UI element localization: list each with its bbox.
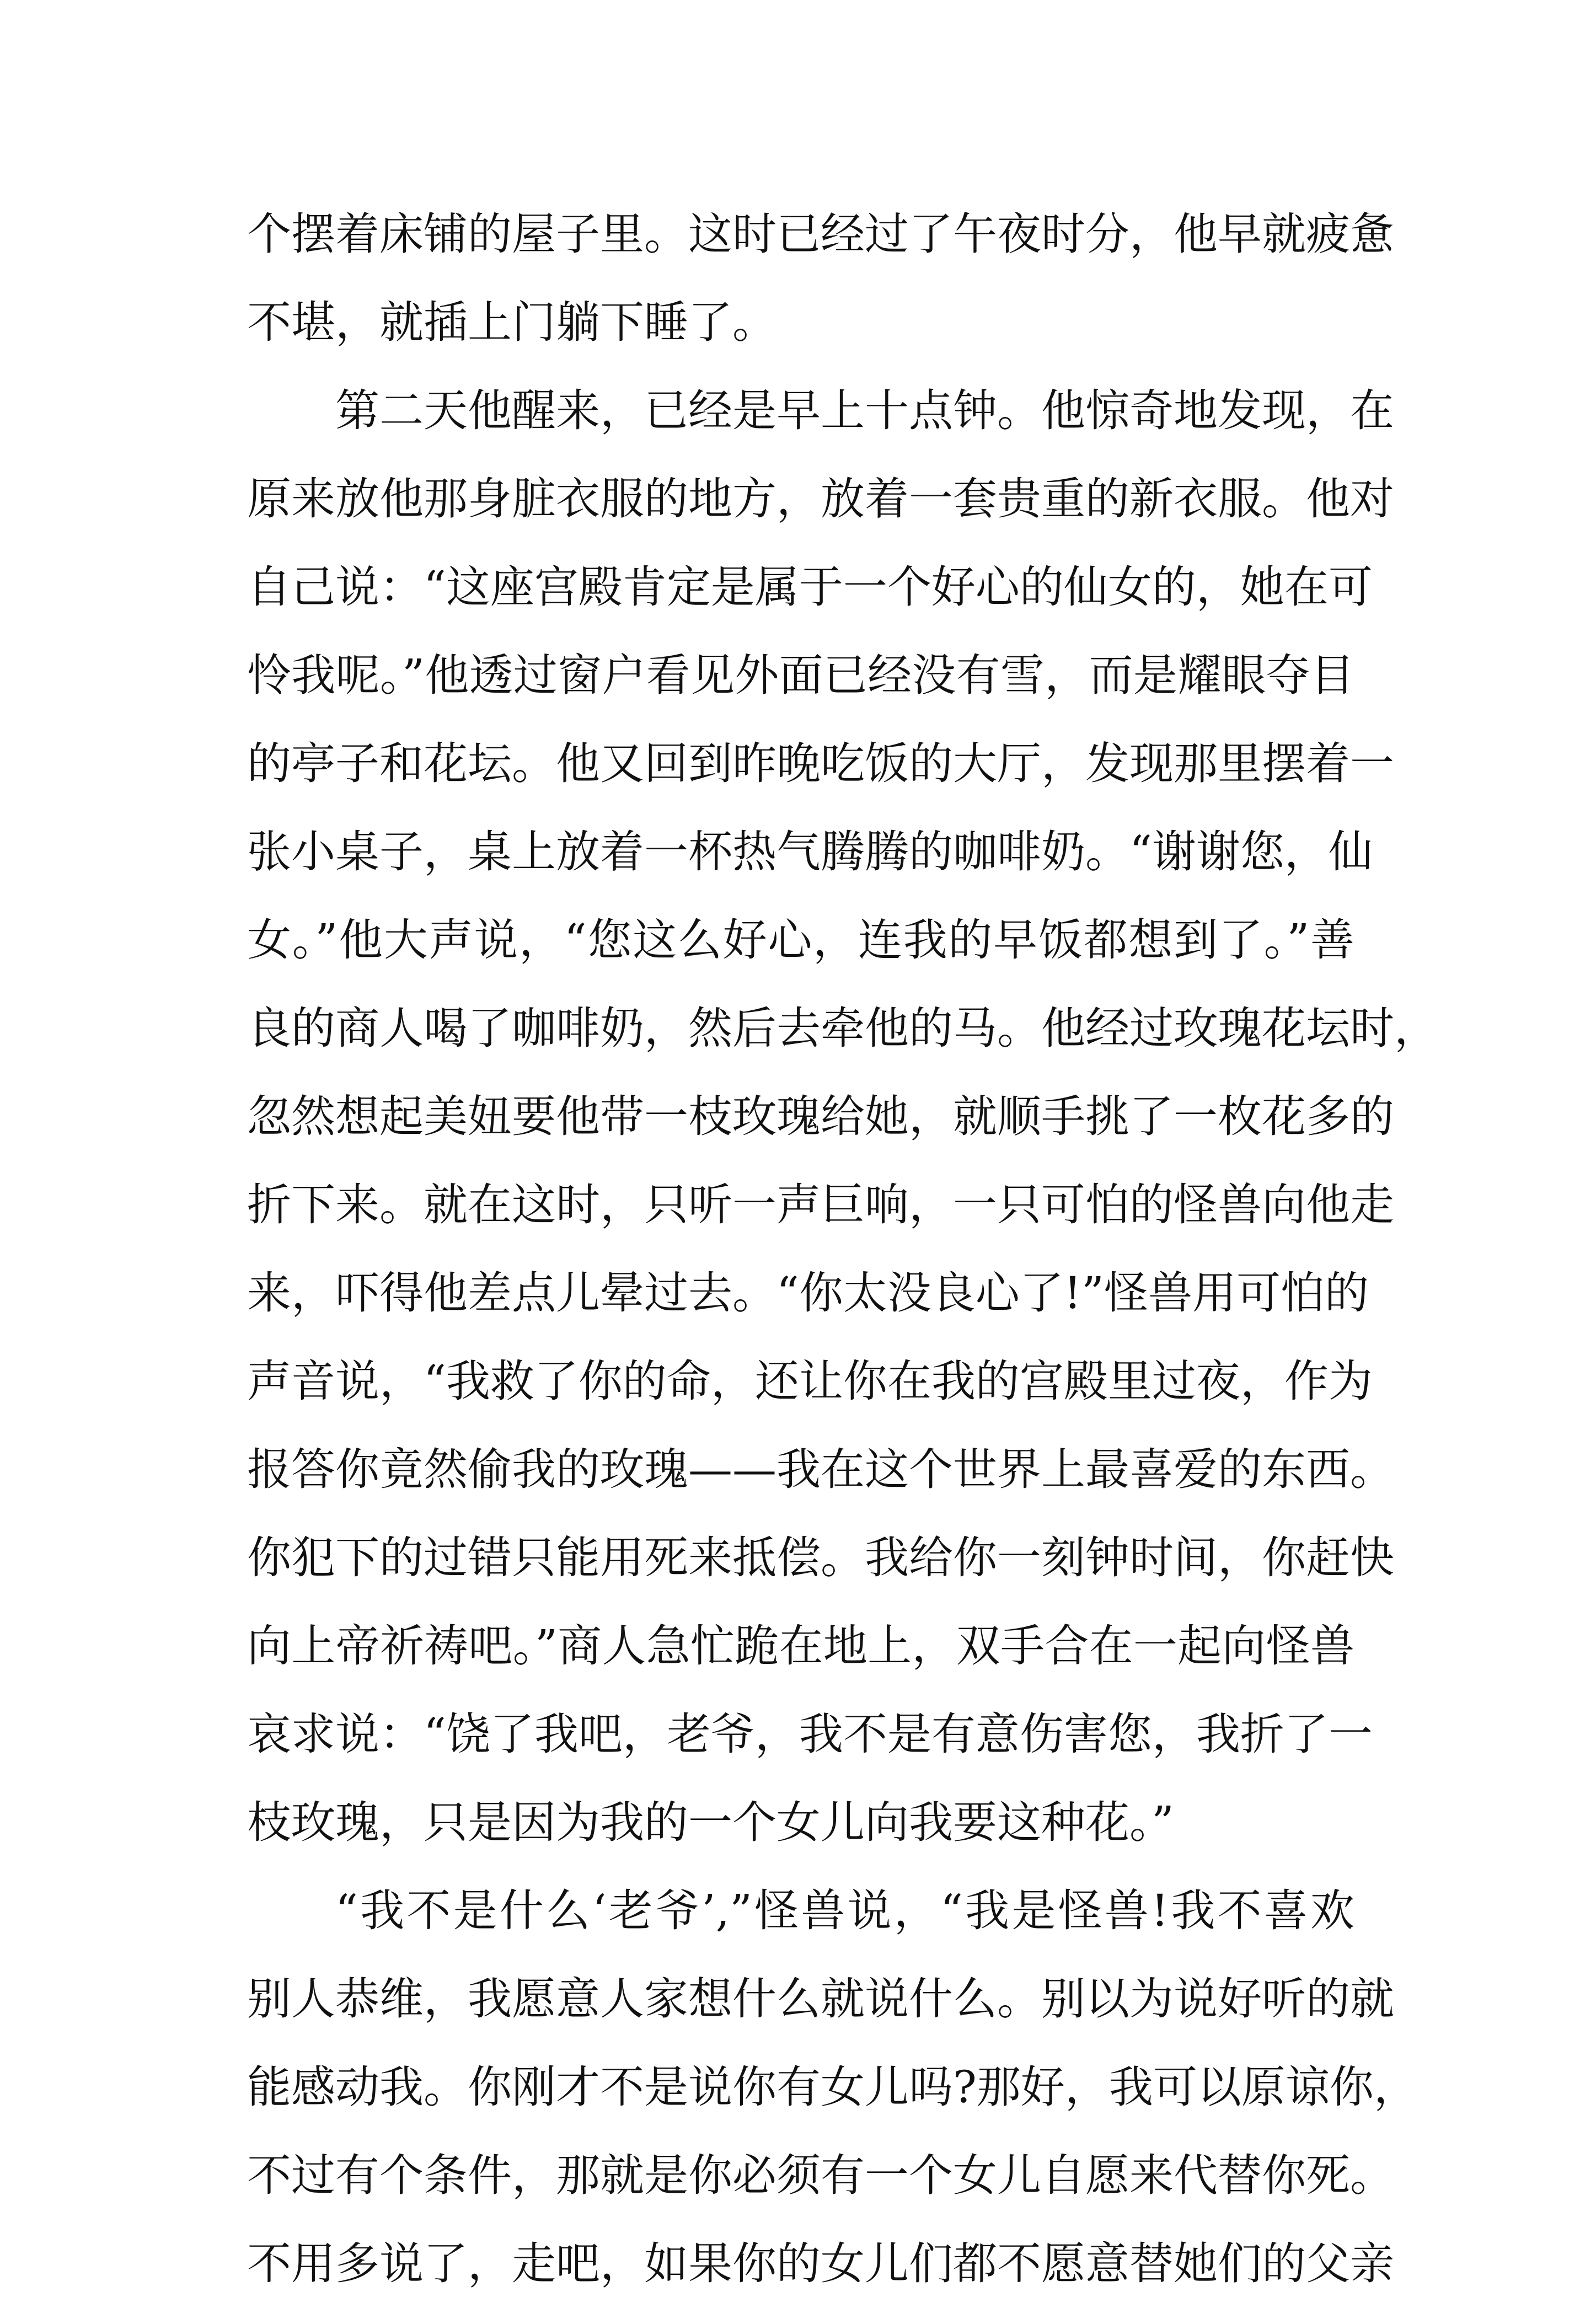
- text-line-13: 来，吓得他差点儿晕过去。“你太没良心了!”怪兽用可怕的: [247, 1267, 1369, 1319]
- text-line-3: 第二天他醒来，已经是早上十点钟。他惊奇地发现，在: [335, 385, 1394, 436]
- text-line-19: 枝玫瑰，只是因为我的一个女儿向我要这种花。”: [247, 1797, 1174, 1848]
- text-line-20: “我不是什么‘老爷’,”怪兽说，“我是怪兽!我不喜欢: [335, 1885, 1354, 1936]
- text-line-14: 声音说，“我救了你的命，还让你在我的宫殿里过夜，作为: [247, 1356, 1373, 1407]
- text-line-17: 向上帝祈祷吧。”商人急忙跪在地上，双手合在一起向怪兽: [247, 1620, 1354, 1672]
- story-text: [247, 190, 1438, 2308]
- text-line-24: 不用多说了，走吧，如果你的女儿们都不愿意替她们的父亲: [247, 2238, 1394, 2289]
- text-line-4: 原来放他那身脏衣服的地方，放着一套贵重的新衣服。他对: [247, 473, 1394, 524]
- text-line-21: 别人恭维，我愿意人家想什么就说什么。别以为说好听的就: [247, 1973, 1394, 2025]
- text-line-15: 报答你竟然偷我的玫瑰——我在这个世界上最喜爱的东西。: [247, 1444, 1394, 1495]
- text-line-11: 忽然想起美妞要他带一枝玫瑰给她，就顺手挑了一枚花多的: [247, 1091, 1394, 1142]
- text-line-10: 良的商人喝了咖啡奶，然后去牵他的马。他经过玫瑰花坛时，: [247, 1003, 1438, 1054]
- text-line-9: 女。”他大声说，“您这么好心，连我的早饭都想到了。”善: [247, 914, 1354, 966]
- text-line-5: 自己说：“这座宫殿肯定是属于一个好心的仙女的，她在可: [247, 561, 1373, 613]
- text-line-18: 哀求说：“饶了我吧，老爷，我不是有意伤害您，我折了一: [247, 1709, 1373, 1760]
- text-line-23: 不过有个条件，那就是你必须有一个女儿自愿来代替你死。: [247, 2150, 1394, 2201]
- text-line-16: 你犯下的过错只能用死来抵偿。我给你一刻钟时间，你赶快: [247, 1532, 1394, 1583]
- text-line-8: 张小桌子，桌上放着一杯热气腾腾的咖啡奶。“谢谢您，仙: [247, 826, 1373, 877]
- text-line-2: 不堪，就插上门躺下睡了。: [247, 297, 776, 348]
- text-line-1: 个摆着床铺的屋子里。这时已经过了午夜时分，他早就疲惫: [247, 208, 1394, 260]
- text-line-22: 能感动我。你刚才不是说你有女儿吗?那好，我可以原谅你，: [247, 2061, 1418, 2113]
- text-line-6: 怜我呢。”他透过窗户看见外面已经没有雪，而是耀眼夺目: [247, 650, 1354, 701]
- text-line-12: 折下来。就在这时，只听一声巨响，一只可怕的怪兽向他走: [247, 1179, 1394, 1230]
- text-line-7: 的亭子和花坛。他又回到昨晚吃饭的大厅，发现那里摆着一: [247, 738, 1394, 789]
